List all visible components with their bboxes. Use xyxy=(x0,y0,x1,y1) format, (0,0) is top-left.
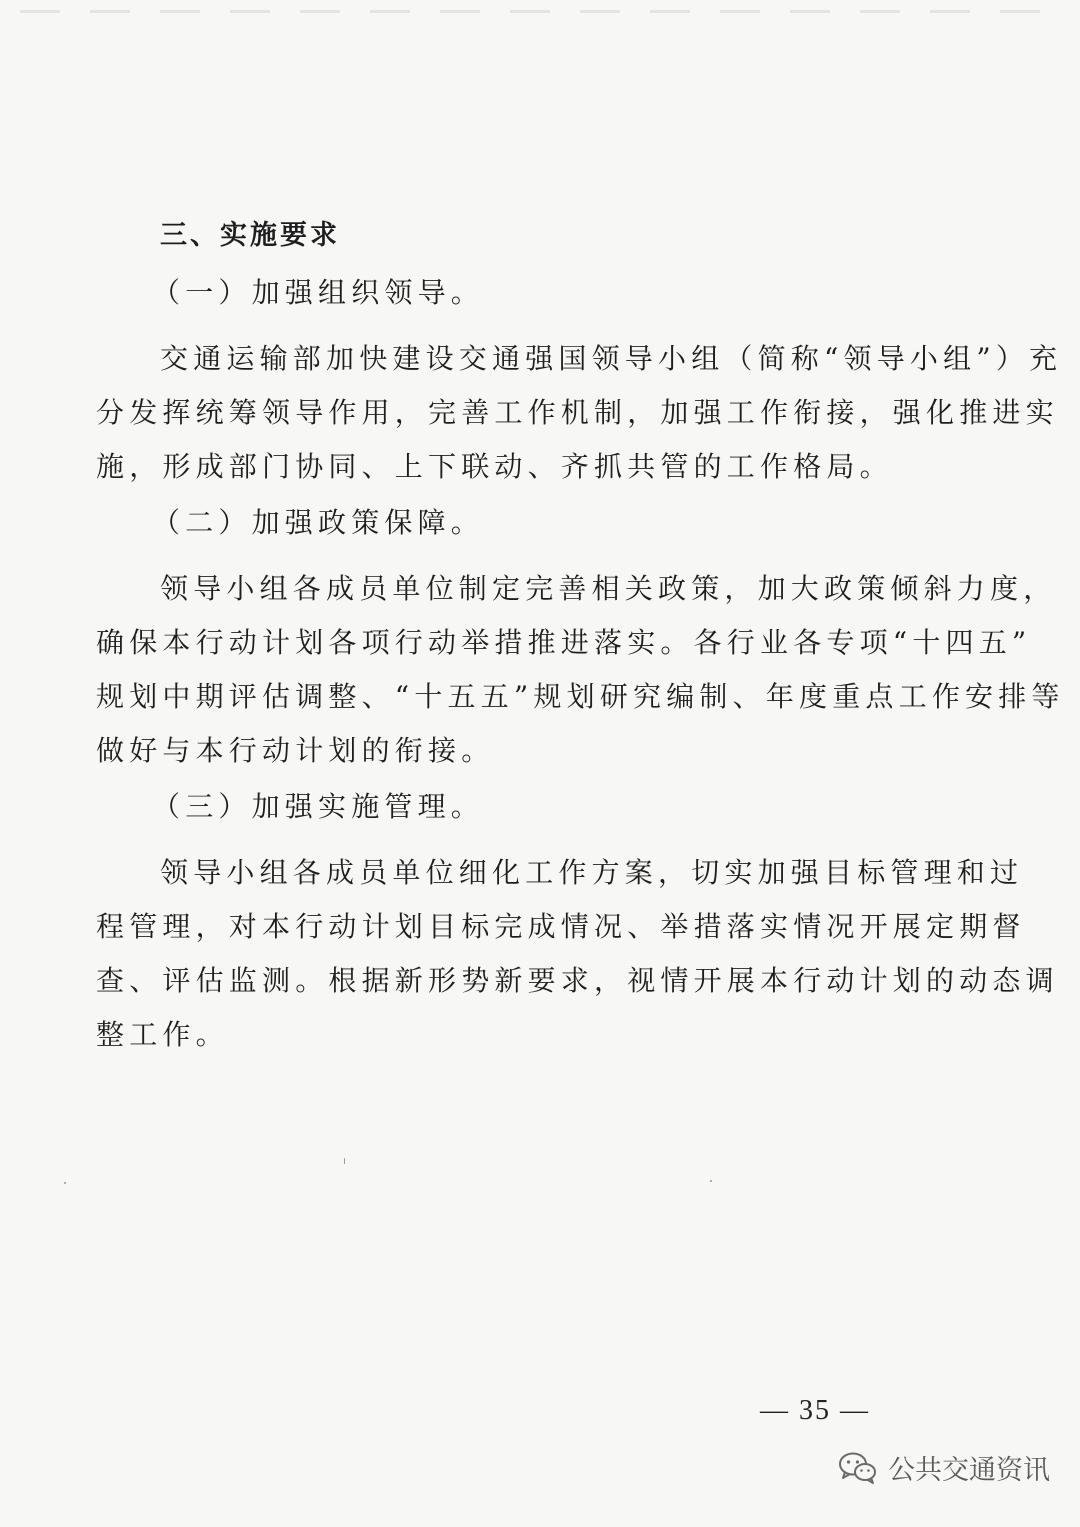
paragraph-line: 程管理，对本行动计划目标完成情况、举措落实情况开展定期督 xyxy=(96,910,1026,943)
watermark xyxy=(838,1448,1050,1487)
paragraph-line: 施，形成部门协同、上下联动、齐抓共管的工作格局。 xyxy=(96,450,893,483)
section-heading: 三、实施要求 xyxy=(160,220,340,251)
watermark-text: 公共交通资讯 xyxy=(888,1455,1050,1486)
scan-speck xyxy=(344,1158,345,1164)
paragraph-line: 领导小组各成员单位制定完善相关政策，加大政策倾斜力度， xyxy=(160,572,1057,605)
paragraph-line: 做好与本行动计划的衔接。 xyxy=(96,734,495,767)
paragraph-line: 确保本行动计划各项行动举措推进落实。各行业各专项“十四五” xyxy=(96,626,1032,659)
page-number: — 35 — xyxy=(760,1395,870,1426)
scan-speck xyxy=(64,1182,66,1184)
subsection-title-1: （一）加强组织领导。 xyxy=(152,276,485,309)
document-body xyxy=(96,208,1065,1062)
wechat-icon xyxy=(838,1451,878,1485)
paragraph-line: 规划中期评估调整、“十五五”规划研究编制、年度重点工作安排等 xyxy=(96,680,1065,713)
paragraph-line: 领导小组各成员单位细化工作方案，切实加强目标管理和过 xyxy=(160,856,1024,889)
paragraph-line: 整工作。 xyxy=(96,1018,229,1051)
subsection-title-2: （二）加强政策保障。 xyxy=(152,506,485,539)
paragraph-line: 交通运输部加快建设交通强国领导小组（简称“领导小组”）充 xyxy=(160,342,1063,375)
scan-artifact xyxy=(20,10,1060,13)
subsection-title-3: （三）加强实施管理。 xyxy=(152,790,485,823)
paragraph-line: 分发挥统筹领导作用，完善工作机制，加强工作衔接，强化推进实 xyxy=(96,396,1059,429)
paragraph-line: 查、评估监测。根据新形势新要求，视情开展本行动计划的动态调 xyxy=(96,964,1059,997)
scan-speck xyxy=(710,1180,712,1182)
